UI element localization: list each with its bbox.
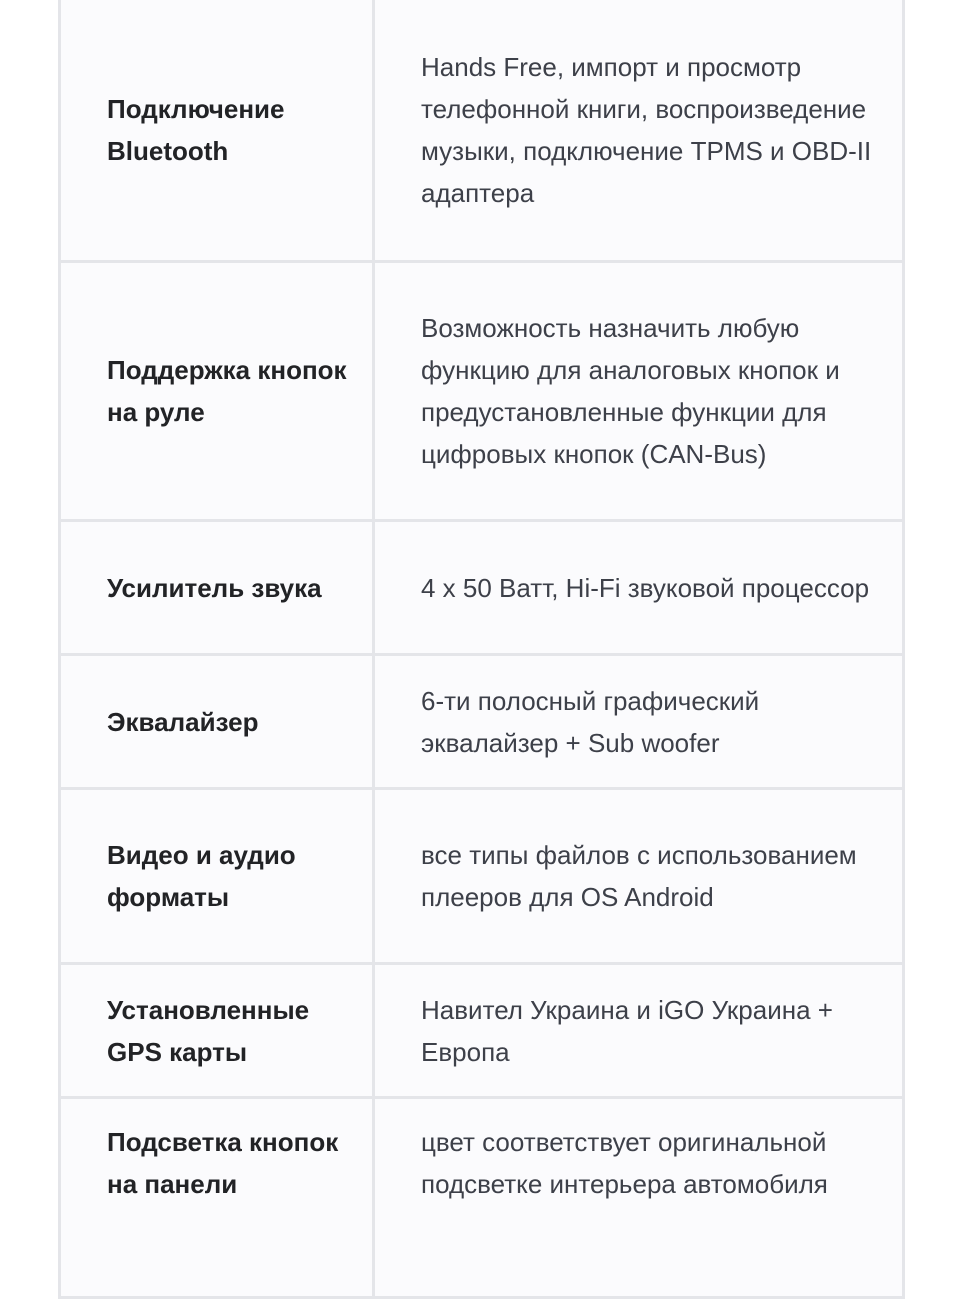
- table-row: [60, 1098, 904, 1298]
- table-row: [60, 789, 904, 964]
- spec-label: Установленные GPS карты: [60, 964, 374, 1098]
- table-row: [60, 521, 904, 655]
- table-row: [60, 655, 904, 789]
- spec-value: цвет соответствует оригинальной подсветке интерьера автомобиля: [374, 1098, 904, 1298]
- table-row: [60, 964, 904, 1098]
- spec-value: Возможность назначить любую функцию для аналоговых кнопок и предустановленные функции для цифровых кнопок (CAN-Bus): [374, 262, 904, 521]
- spec-label: Подсветка кнопок на панели: [60, 1098, 374, 1298]
- spec-label: Подключение Bluetooth: [60, 0, 374, 262]
- spec-label: Эквалайзер: [60, 655, 374, 789]
- specifications-table: [58, 0, 905, 1299]
- spec-value: Навител Украина и iGO Украина + Европа: [374, 964, 904, 1098]
- spec-value: 4 x 50 Ватт, Hi-Fi звуковой процессор: [374, 521, 904, 655]
- spec-value: Hands Free, импорт и просмотр телефонной книги, воспроизведение музыки, подключение TPMS и OBD-II адаптера: [374, 0, 904, 262]
- spec-label: Усилитель звука: [60, 521, 374, 655]
- spec-label: Поддержка кнопок на руле: [60, 262, 374, 521]
- spec-value: 6-ти полосный графический эквалайзер + Sub woofer: [374, 655, 904, 789]
- table-row: [60, 262, 904, 521]
- table-row: [60, 0, 904, 262]
- spec-value: все типы файлов с использованием плееров для OS Android: [374, 789, 904, 964]
- spec-label: Видео и аудио форматы: [60, 789, 374, 964]
